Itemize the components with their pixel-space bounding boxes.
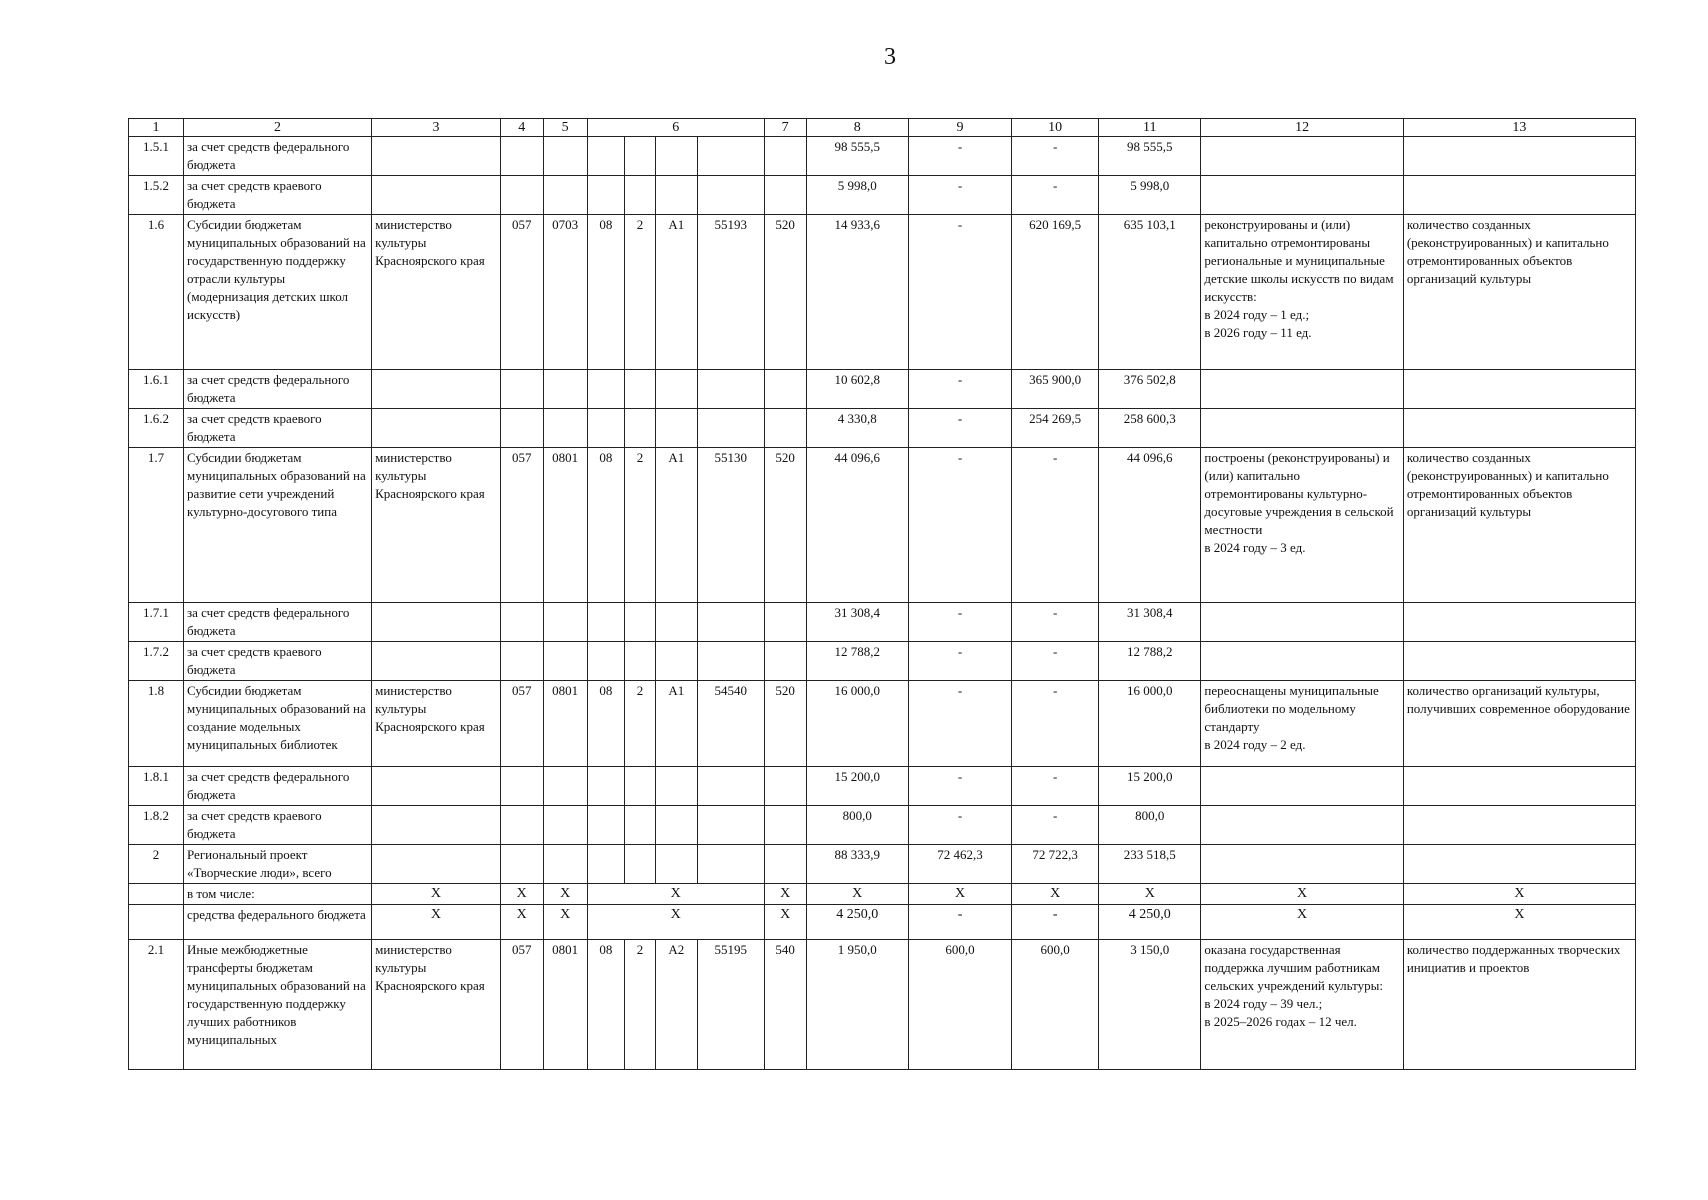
- target-article-part-cell: [655, 137, 697, 176]
- column-header-4: 4: [500, 119, 543, 137]
- target-article-part-cell: [697, 642, 764, 681]
- section-code-cell: [543, 767, 587, 806]
- amount-2024-cell: 88 333,9: [806, 845, 908, 884]
- description-cell: за счет средств федерального бюджета: [184, 137, 372, 176]
- table-row: [129, 137, 1636, 176]
- table-row: [129, 940, 1636, 1070]
- table-row: [129, 409, 1636, 448]
- amount-total-cell: 3 150,0: [1099, 940, 1201, 1070]
- indicator-cell: [1403, 806, 1635, 845]
- grbs-code-cell: 057: [500, 448, 543, 603]
- amount-total-cell: 12 788,2: [1099, 642, 1201, 681]
- expense-type-cell: [764, 137, 806, 176]
- amount-2025-cell: -: [908, 806, 1011, 845]
- expected-result-cell: переоснащены муниципальные библиотеки по модельному стандарту в 2024 году – 2 ед.: [1201, 681, 1403, 767]
- target-article-part-cell: 55130: [697, 448, 764, 603]
- amount-2024-cell: 14 933,6: [806, 215, 908, 370]
- row-number-cell: 1.5.1: [129, 137, 184, 176]
- amount-2026-cell: -: [1012, 642, 1099, 681]
- amount-2024-cell: 10 602,8: [806, 370, 908, 409]
- target-article-part-cell: [625, 767, 656, 806]
- table-row: [129, 681, 1636, 767]
- executor-cell: [372, 642, 501, 681]
- indicator-cell: [1403, 603, 1635, 642]
- description-cell: за счет средств краевого бюджета: [184, 176, 372, 215]
- target-article-part-cell: A1: [655, 448, 697, 603]
- expense-type-cell: [764, 176, 806, 215]
- expected-result-cell: [1201, 642, 1403, 681]
- row-number-cell: 1.8.2: [129, 806, 184, 845]
- program-table: [128, 118, 1636, 1070]
- amount-2026-cell: -: [1012, 448, 1099, 603]
- amount-2025-cell: 72 462,3: [908, 845, 1011, 884]
- target-article-part-cell: [697, 370, 764, 409]
- amount-total-cell: 800,0: [1099, 806, 1201, 845]
- grbs-code-cell: [500, 806, 543, 845]
- grbs-code-cell: Х: [500, 905, 543, 940]
- amount-total-cell: 15 200,0: [1099, 767, 1201, 806]
- description-cell: за счет средств краевого бюджета: [184, 409, 372, 448]
- amount-2025-cell: Х: [908, 884, 1011, 905]
- amount-total-cell: 4 250,0: [1099, 905, 1201, 940]
- target-article-part-cell: [655, 806, 697, 845]
- row-number-cell: 2: [129, 845, 184, 884]
- grbs-code-cell: Х: [500, 884, 543, 905]
- amount-2025-cell: -: [908, 137, 1011, 176]
- amount-2025-cell: -: [908, 448, 1011, 603]
- target-article-cell: Х: [587, 905, 764, 940]
- amount-2025-cell: -: [908, 905, 1011, 940]
- indicator-cell: количество созданных (реконструированных) и капитально отремонтированных объектов организаций культуры: [1403, 215, 1635, 370]
- target-article-part-cell: [587, 370, 624, 409]
- grbs-code-cell: [500, 137, 543, 176]
- expense-type-cell: Х: [764, 905, 806, 940]
- row-number-cell: [129, 884, 184, 905]
- amount-2024-cell: 15 200,0: [806, 767, 908, 806]
- target-article-part-cell: [587, 806, 624, 845]
- expense-type-cell: Х: [764, 884, 806, 905]
- indicator-cell: [1403, 845, 1635, 884]
- row-number-cell: 1.6.2: [129, 409, 184, 448]
- target-article-part-cell: [625, 845, 656, 884]
- target-article-part-cell: 55193: [697, 215, 764, 370]
- description-cell: Региональный проект «Творческие люди», всего: [184, 845, 372, 884]
- grbs-code-cell: [500, 370, 543, 409]
- target-article-cell: Х: [587, 884, 764, 905]
- table-row: [129, 215, 1636, 370]
- amount-total-cell: 376 502,8: [1099, 370, 1201, 409]
- column-header-10: 10: [1012, 119, 1099, 137]
- amount-2026-cell: -: [1012, 767, 1099, 806]
- expected-result-cell: [1201, 370, 1403, 409]
- page-number: 3: [884, 44, 896, 70]
- target-article-part-cell: [697, 137, 764, 176]
- target-article-part-cell: [655, 603, 697, 642]
- column-header-13: 13: [1403, 119, 1635, 137]
- indicator-cell: [1403, 409, 1635, 448]
- target-article-part-cell: [587, 176, 624, 215]
- executor-cell: [372, 137, 501, 176]
- target-article-part-cell: [625, 176, 656, 215]
- target-article-part-cell: [625, 137, 656, 176]
- table-row: [129, 884, 1636, 905]
- target-article-part-cell: [697, 806, 764, 845]
- target-article-part-cell: [697, 603, 764, 642]
- target-article-part-cell: 2: [625, 940, 656, 1070]
- grbs-code-cell: [500, 845, 543, 884]
- table-row: [129, 603, 1636, 642]
- amount-2026-cell: 620 169,5: [1012, 215, 1099, 370]
- amount-total-cell: 98 555,5: [1099, 137, 1201, 176]
- grbs-code-cell: 057: [500, 681, 543, 767]
- amount-total-cell: 16 000,0: [1099, 681, 1201, 767]
- target-article-part-cell: 08: [587, 448, 624, 603]
- amount-2024-cell: 800,0: [806, 806, 908, 845]
- expected-result-cell: [1201, 603, 1403, 642]
- executor-cell: [372, 409, 501, 448]
- column-header-2: 2: [184, 119, 372, 137]
- table-row: [129, 806, 1636, 845]
- row-number-cell: 1.7.2: [129, 642, 184, 681]
- target-article-part-cell: [625, 642, 656, 681]
- target-article-part-cell: 08: [587, 940, 624, 1070]
- row-number-cell: 1.6: [129, 215, 184, 370]
- row-number-cell: 1.8.1: [129, 767, 184, 806]
- amount-2026-cell: 254 269,5: [1012, 409, 1099, 448]
- target-article-part-cell: [697, 409, 764, 448]
- column-header-7: 7: [764, 119, 806, 137]
- expected-result-cell: [1201, 137, 1403, 176]
- row-number-cell: [129, 905, 184, 940]
- amount-2025-cell: -: [908, 215, 1011, 370]
- amount-2024-cell: 31 308,4: [806, 603, 908, 642]
- amount-total-cell: 258 600,3: [1099, 409, 1201, 448]
- expense-type-cell: [764, 642, 806, 681]
- expense-type-cell: 520: [764, 681, 806, 767]
- amount-total-cell: 233 518,5: [1099, 845, 1201, 884]
- expected-result-cell: [1201, 176, 1403, 215]
- amount-2025-cell: -: [908, 409, 1011, 448]
- target-article-part-cell: 55195: [697, 940, 764, 1070]
- amount-2024-cell: 98 555,5: [806, 137, 908, 176]
- grbs-code-cell: [500, 176, 543, 215]
- expense-type-cell: 520: [764, 215, 806, 370]
- row-number-cell: 1.6.1: [129, 370, 184, 409]
- executor-cell: [372, 370, 501, 409]
- expected-result-cell: Х: [1201, 905, 1403, 940]
- indicator-cell: [1403, 137, 1635, 176]
- executor-cell: [372, 176, 501, 215]
- target-article-part-cell: 2: [625, 448, 656, 603]
- section-code-cell: [543, 806, 587, 845]
- target-article-part-cell: [655, 176, 697, 215]
- section-code-cell: 0801: [543, 940, 587, 1070]
- amount-2024-cell: 1 950,0: [806, 940, 908, 1070]
- amount-total-cell: 635 103,1: [1099, 215, 1201, 370]
- target-article-part-cell: [655, 642, 697, 681]
- expected-result-cell: [1201, 409, 1403, 448]
- section-code-cell: [543, 642, 587, 681]
- section-code-cell: [543, 409, 587, 448]
- amount-2025-cell: -: [908, 681, 1011, 767]
- column-header-11: 11: [1099, 119, 1201, 137]
- target-article-part-cell: [587, 409, 624, 448]
- section-code-cell: [543, 603, 587, 642]
- column-header-8: 8: [806, 119, 908, 137]
- amount-2026-cell: -: [1012, 806, 1099, 845]
- description-cell: за счет средств краевого бюджета: [184, 642, 372, 681]
- row-number-cell: 1.8: [129, 681, 184, 767]
- column-header-5: 5: [543, 119, 587, 137]
- target-article-part-cell: [587, 603, 624, 642]
- expense-type-cell: [764, 767, 806, 806]
- description-cell: за счет средств краевого бюджета: [184, 806, 372, 845]
- table-row: [129, 767, 1636, 806]
- amount-2025-cell: -: [908, 603, 1011, 642]
- indicator-cell: Х: [1403, 884, 1635, 905]
- row-number-cell: 1.7: [129, 448, 184, 603]
- executor-cell: министерство культуры Красноярского края: [372, 448, 501, 603]
- expected-result-cell: оказана государственная поддержка лучшим работникам сельских учреждений культуры: в 2024 году – 39 чел.; в 2025–2026 годах – 12 чел.: [1201, 940, 1403, 1070]
- grbs-code-cell: [500, 603, 543, 642]
- amount-2025-cell: -: [908, 176, 1011, 215]
- target-article-part-cell: [655, 767, 697, 806]
- amount-2024-cell: 16 000,0: [806, 681, 908, 767]
- expense-type-cell: [764, 806, 806, 845]
- expense-type-cell: 520: [764, 448, 806, 603]
- grbs-code-cell: 057: [500, 215, 543, 370]
- section-code-cell: [543, 370, 587, 409]
- column-header-12: 12: [1201, 119, 1403, 137]
- row-number-cell: 1.7.1: [129, 603, 184, 642]
- amount-2025-cell: -: [908, 642, 1011, 681]
- amount-2026-cell: 72 722,3: [1012, 845, 1099, 884]
- table-row: [129, 642, 1636, 681]
- target-article-part-cell: [655, 845, 697, 884]
- indicator-cell: [1403, 767, 1635, 806]
- amount-2024-cell: 4 250,0: [806, 905, 908, 940]
- description-cell: Субсидии бюджетам муниципальных образований на создание модельных муниципальных библиотек: [184, 681, 372, 767]
- amount-2025-cell: -: [908, 767, 1011, 806]
- row-number-cell: 2.1: [129, 940, 184, 1070]
- target-article-part-cell: [697, 767, 764, 806]
- amount-2024-cell: 5 998,0: [806, 176, 908, 215]
- expected-result-cell: построены (реконструированы) и (или) капитально отремонтированы культурно-досуговые учреждения в сельской местности в 2024 году – 3 ед.: [1201, 448, 1403, 603]
- target-article-part-cell: [625, 806, 656, 845]
- expense-type-cell: [764, 845, 806, 884]
- expense-type-cell: 540: [764, 940, 806, 1070]
- target-article-part-cell: [655, 370, 697, 409]
- description-cell: за счет средств федерального бюджета: [184, 370, 372, 409]
- section-code-cell: Х: [543, 884, 587, 905]
- row-number-cell: 1.5.2: [129, 176, 184, 215]
- section-code-cell: Х: [543, 905, 587, 940]
- indicator-cell: [1403, 176, 1635, 215]
- grbs-code-cell: [500, 767, 543, 806]
- executor-cell: [372, 767, 501, 806]
- target-article-part-cell: 08: [587, 681, 624, 767]
- target-article-part-cell: 2: [625, 681, 656, 767]
- grbs-code-cell: [500, 642, 543, 681]
- description-cell: средства федерального бюджета: [184, 905, 372, 940]
- amount-2026-cell: -: [1012, 681, 1099, 767]
- amount-total-cell: Х: [1099, 884, 1201, 905]
- amount-total-cell: 44 096,6: [1099, 448, 1201, 603]
- executor-cell: Х: [372, 905, 501, 940]
- section-code-cell: 0801: [543, 448, 587, 603]
- section-code-cell: 0801: [543, 681, 587, 767]
- amount-2026-cell: Х: [1012, 884, 1099, 905]
- expense-type-cell: [764, 603, 806, 642]
- executor-cell: [372, 806, 501, 845]
- section-code-cell: [543, 137, 587, 176]
- grbs-code-cell: [500, 409, 543, 448]
- amount-2026-cell: -: [1012, 603, 1099, 642]
- executor-cell: Х: [372, 884, 501, 905]
- executor-cell: министерство культуры Красноярского края: [372, 940, 501, 1070]
- expected-result-cell: Х: [1201, 884, 1403, 905]
- description-cell: Субсидии бюджетам муниципальных образований на развитие сети учреждений культурно-досугового типа: [184, 448, 372, 603]
- amount-2026-cell: -: [1012, 137, 1099, 176]
- amount-2024-cell: 12 788,2: [806, 642, 908, 681]
- expected-result-cell: [1201, 767, 1403, 806]
- target-article-part-cell: [587, 137, 624, 176]
- executor-cell: [372, 603, 501, 642]
- amount-2024-cell: 44 096,6: [806, 448, 908, 603]
- target-article-part-cell: [697, 845, 764, 884]
- indicator-cell: [1403, 642, 1635, 681]
- amount-2026-cell: -: [1012, 176, 1099, 215]
- amount-2025-cell: 600,0: [908, 940, 1011, 1070]
- table-row: [129, 370, 1636, 409]
- expected-result-cell: реконструированы и (или) капитально отремонтированы региональные и муниципальные детские школы искусств по видам искусств: в 2024 году – 1 ед.; в 2026 году – 11 ед.: [1201, 215, 1403, 370]
- expense-type-cell: [764, 409, 806, 448]
- target-article-part-cell: 2: [625, 215, 656, 370]
- column-header-6: 6: [587, 119, 764, 137]
- expected-result-cell: [1201, 806, 1403, 845]
- description-cell: Субсидии бюджетам муниципальных образований на государственную поддержку отрасли культуры (модернизация детских школ искусств): [184, 215, 372, 370]
- table-row: [129, 176, 1636, 215]
- table-row: [129, 905, 1636, 940]
- column-header-9: 9: [908, 119, 1011, 137]
- indicator-cell: [1403, 370, 1635, 409]
- target-article-part-cell: [625, 409, 656, 448]
- section-code-cell: [543, 176, 587, 215]
- executor-cell: [372, 845, 501, 884]
- amount-2024-cell: 4 330,8: [806, 409, 908, 448]
- target-article-part-cell: [587, 845, 624, 884]
- description-cell: за счет средств федерального бюджета: [184, 767, 372, 806]
- description-cell: в том числе:: [184, 884, 372, 905]
- executor-cell: министерство культуры Красноярского края: [372, 681, 501, 767]
- table-row: [129, 845, 1636, 884]
- expected-result-cell: [1201, 845, 1403, 884]
- target-article-part-cell: A1: [655, 215, 697, 370]
- target-article-part-cell: [697, 176, 764, 215]
- indicator-cell: Х: [1403, 905, 1635, 940]
- table-row: [129, 448, 1636, 603]
- indicator-cell: количество организаций культуры, получивших современное оборудование: [1403, 681, 1635, 767]
- expense-type-cell: [764, 370, 806, 409]
- amount-total-cell: 31 308,4: [1099, 603, 1201, 642]
- target-article-part-cell: [625, 370, 656, 409]
- section-code-cell: 0703: [543, 215, 587, 370]
- target-article-part-cell: [655, 409, 697, 448]
- amount-2025-cell: -: [908, 370, 1011, 409]
- amount-2026-cell: 365 900,0: [1012, 370, 1099, 409]
- amount-2024-cell: Х: [806, 884, 908, 905]
- grbs-code-cell: 057: [500, 940, 543, 1070]
- amount-total-cell: 5 998,0: [1099, 176, 1201, 215]
- column-header-3: 3: [372, 119, 501, 137]
- indicator-cell: количество поддержанных творческих инициатив и проектов: [1403, 940, 1635, 1070]
- description-cell: за счет средств федерального бюджета: [184, 603, 372, 642]
- target-article-part-cell: [625, 603, 656, 642]
- target-article-part-cell: A1: [655, 681, 697, 767]
- indicator-cell: количество созданных (реконструированных) и капитально отремонтированных объектов организаций культуры: [1403, 448, 1635, 603]
- amount-2026-cell: 600,0: [1012, 940, 1099, 1070]
- target-article-part-cell: 08: [587, 215, 624, 370]
- target-article-part-cell: 54540: [697, 681, 764, 767]
- header-row: [129, 119, 1636, 137]
- description-cell: Иные межбюджетные трансферты бюджетам муниципальных образований на государственную поддержку лучших работников муниципальных: [184, 940, 372, 1070]
- section-code-cell: [543, 845, 587, 884]
- target-article-part-cell: [587, 642, 624, 681]
- amount-2026-cell: -: [1012, 905, 1099, 940]
- target-article-part-cell: A2: [655, 940, 697, 1070]
- executor-cell: министерство культуры Красноярского края: [372, 215, 501, 370]
- column-header-1: 1: [129, 119, 184, 137]
- target-article-part-cell: [587, 767, 624, 806]
